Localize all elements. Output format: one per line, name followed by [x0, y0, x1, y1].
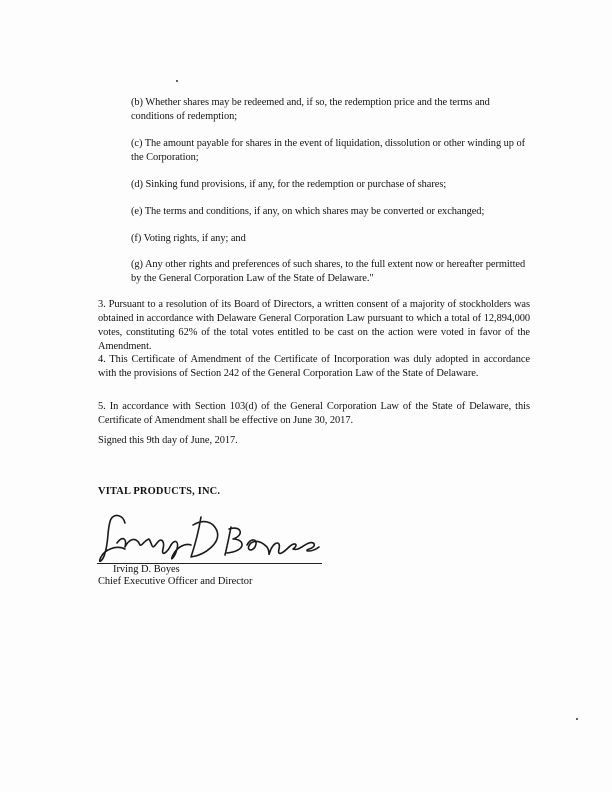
scan-speck [176, 80, 178, 82]
company-name: VITAL PRODUCTS, INC. [98, 486, 221, 497]
list-item-g: (g) Any other rights and preferences of such shares, to the full extent now or hereafter permitted by the General Corporation Law of the State of Delaware." [131, 259, 526, 284]
paragraph-3: 3. Pursuant to a resolution of its Board of Directors, a written consent of a majority of stockholders was obtained in accordance with Delaware General Corporation Law pursuant to which a total of 12,894,000 votes, constituting 62% of the total votes entitled to be cast on the action were voted in favor of the Amendment. [98, 299, 530, 352]
list-item-c: (c) The amount payable for shares in the event of liquidation, dissolution or other winding up of the Corporation; [131, 138, 526, 163]
signed-date-line: Signed this 9th day of June, 2017. [98, 435, 238, 446]
signature-block [95, 505, 335, 585]
list-item-d: (d) Sinking fund provisions, if any, for the redemption or purchase of shares; [131, 179, 447, 190]
paragraph-5: 5. In accordance with Section 103(d) of the General Corporation Law of the State of Delaware, this Certificate of Amendment shall be effective on June 30, 2017. [98, 401, 530, 426]
paragraph-4: 4. This Certificate of Amendment of the Certificate of Incorporation was duly adopted in accordance with the provisions of Section 242 of the General Corporation Law of the State of Delaware. [98, 354, 530, 379]
list-item-b: (b) Whether shares may be redeemed and, if so, the redemption price and the terms and conditions of redemption; [131, 97, 490, 122]
list-item-f: (f) Voting rights, if any; and [131, 233, 246, 244]
scan-speck [576, 718, 578, 720]
signatory-name: Irving D. Boyes [113, 564, 180, 575]
list-item-e: (e) The terms and conditions, if any, on which shares may be converted or exchanged; [131, 206, 485, 217]
signatory-title: Chief Executive Officer and Director [98, 576, 253, 587]
